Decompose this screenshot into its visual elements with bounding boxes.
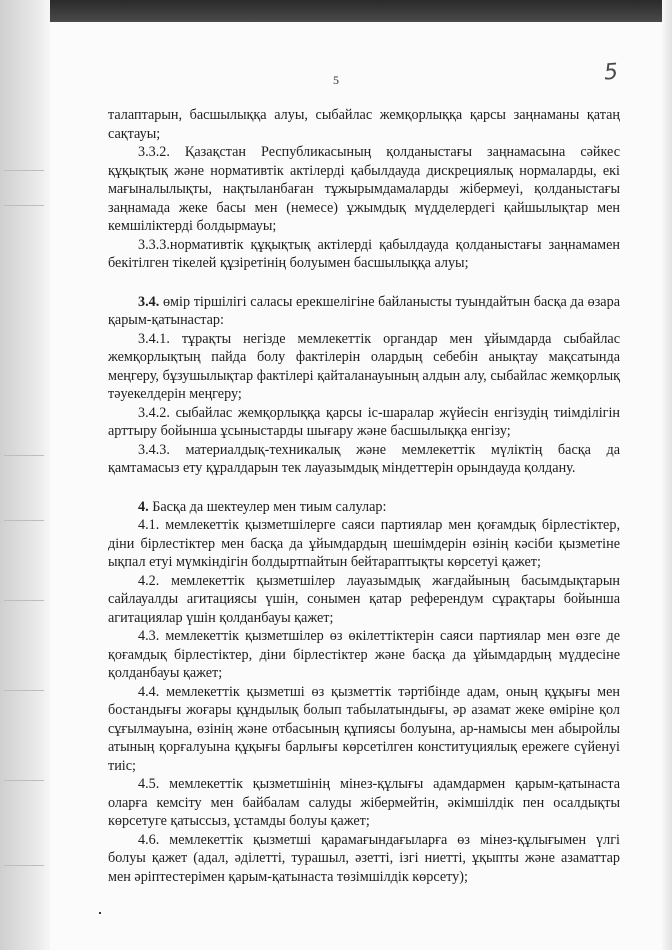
paragraph-text: талаптарын, басшылыққа алуы, сыбайлас жемқорлыққа қарсы заңнаманы қатаң сақтауы; [108, 107, 620, 142]
section-number: 4. [138, 498, 149, 515]
paragraph-3-4-3 [108, 441, 620, 478]
bleed-mark [4, 780, 44, 781]
paragraph-3-3-2 [108, 143, 620, 236]
scan-right-edge [662, 0, 672, 950]
paragraph-3-4 [108, 293, 620, 330]
bleed-mark [4, 600, 44, 601]
bleed-mark [4, 865, 44, 866]
paragraph-4 [108, 498, 620, 517]
paragraph-text: 3.4.1. тұрақты негізде мемлекеттік органдар мен ұйымдарда сыбайлас жемқорлықтың пайда болу фактілерін олардың себебін анықтау мақсатында меңгеру, бұзушылықтар фактілері қайталанауының алдын алу, сыбайлас жемқорлық тәуекелдерін меңгеру; [108, 330, 620, 402]
paragraph-text: 4.6. мемлекеттік қызметші қарамағындағыларға өз мінез-құлығымен үлгі болуы қажет (адал, әділетті, турашыл, әзетті, ізгі ниетті, ұқыпты және азаматтар мен әріптестерімен қарым-қатынаста төзімшілдік көрсету); [108, 831, 620, 885]
paragraph-4-1 [108, 516, 620, 572]
paragraph-4-2 [108, 572, 620, 628]
paragraph-text: 3.4.3. материалдық-техникалық және мемлекеттік мүліктің басқа да қамтамасыз ету құралдарын тек лауазымдық міндеттерін орындауда қолдану. [108, 441, 620, 476]
scan-left-edge [0, 0, 50, 950]
bleed-mark [4, 205, 44, 206]
handwritten-page-number: 5 [603, 59, 619, 86]
bleed-mark [4, 170, 44, 171]
paragraph-text: 3.3.3.нормативтік құқықтық актілерді қабылдауда қолданыстағы заңнамамен бекітілген тікелей құзіретінің болуымен басшылыққа алуы; [108, 236, 620, 271]
scan-top-shadow [0, 0, 672, 22]
bleed-mark [4, 455, 44, 456]
document-body [108, 106, 620, 886]
paragraph-3-4-2 [108, 404, 620, 441]
bleed-mark [4, 690, 44, 691]
scan-speck [99, 912, 101, 914]
paragraph-text: 4.2. мемлекеттік қызметшілер лауазымдық жағдайының басымдықтарын сайлауалды агитациясы үшін, сонымен қатар референдум сұрақтары бойынша агитациялар үшін қолданбауы қажет; [108, 572, 620, 626]
bleed-mark [4, 520, 44, 521]
paragraph-3-4-1 [108, 330, 620, 404]
page-number: 5 [333, 73, 339, 87]
paragraph-text: өмір тіршілігі саласы ерекшелігіне байланысты туындайтын басқа да өзара қарым-қатынастар: [108, 293, 620, 328]
paragraph-text: 3.4.2. сыбайлас жемқорлыққа қарсы іс-шаралар жүйесін енгізудің тиімділігін арттыру бойынша ұсыныстарды шығару және басшылыққа енгізу; [108, 404, 620, 439]
paragraph-continuation [108, 106, 620, 143]
section-number: 3.4. [138, 293, 160, 310]
paragraph-4-5 [108, 775, 620, 831]
paragraph-text: 3.3.2. Қазақстан Республикасының қолданыстағы заңнамасына сәйкес құқықтық және нормативтік актілерді қабылдауда дискрециялық нормаларды, екі мағыналылықты, нақтыланбаған тұжырымдамаларды жібермеуі, қолданыстағы заңнамада жеке басы мен (немесе) ұжымдық мүдделердегі қайшылықтар мен кемшіліктерді болдырмауы; [108, 144, 620, 234]
paragraph-4-3 [108, 627, 620, 683]
paragraph-text: 4.1. мемлекеттік қызметшілерге саяси партиялар мен қоғамдық бірлестіктер, діни бірлестіктер мен басқа да ұйымдардың шешімдерін өзінің кәсіби қызметіне ықпал етуі мүмкіндігін болдыртпайтын бейтараптықты көрсетуі қажет; [108, 517, 620, 570]
paragraph-text: 4.3. мемлекеттік қызметшілер өз өкілеттіктерін саяси партиялар мен өзге де қоғамдық бірлестіктер, діни бірлестіктер және басқа да ұйымдардың мүддесіне қолданбауы қажет; [108, 628, 620, 681]
paragraph-text: 4.4. мемлекеттік қызметші өз қызметтік тәртібінде адам, оның құқығы мен бостандығы жоғары құндылық болып табылатындығы, әр азамат жеке өміріне қол сұғылмауына, өзінің және отбасының құпиясы болуына, ар-намысы мен абыройлы атының қорғалуына құқығы барлығы көрсетілген конституциялық ережеге сүйенуі тиіс; [108, 683, 620, 774]
paragraph-4-6 [108, 831, 620, 887]
paragraph-text: Басқа да шектеулер мен тиым салулар: [148, 498, 387, 515]
paragraph-4-4 [108, 683, 620, 776]
paragraph-text: 4.5. мемлекеттік қызметшінің мінез-құлығы адамдармен қарым-қатынаста оларға кемсіту мен байбалам салуды жібермейтін, әкімшілдік пен осалдықты көрсетуге қатыссыз, ұстамды болуы қажет; [108, 776, 620, 829]
paragraph-3-3-3 [108, 236, 620, 273]
